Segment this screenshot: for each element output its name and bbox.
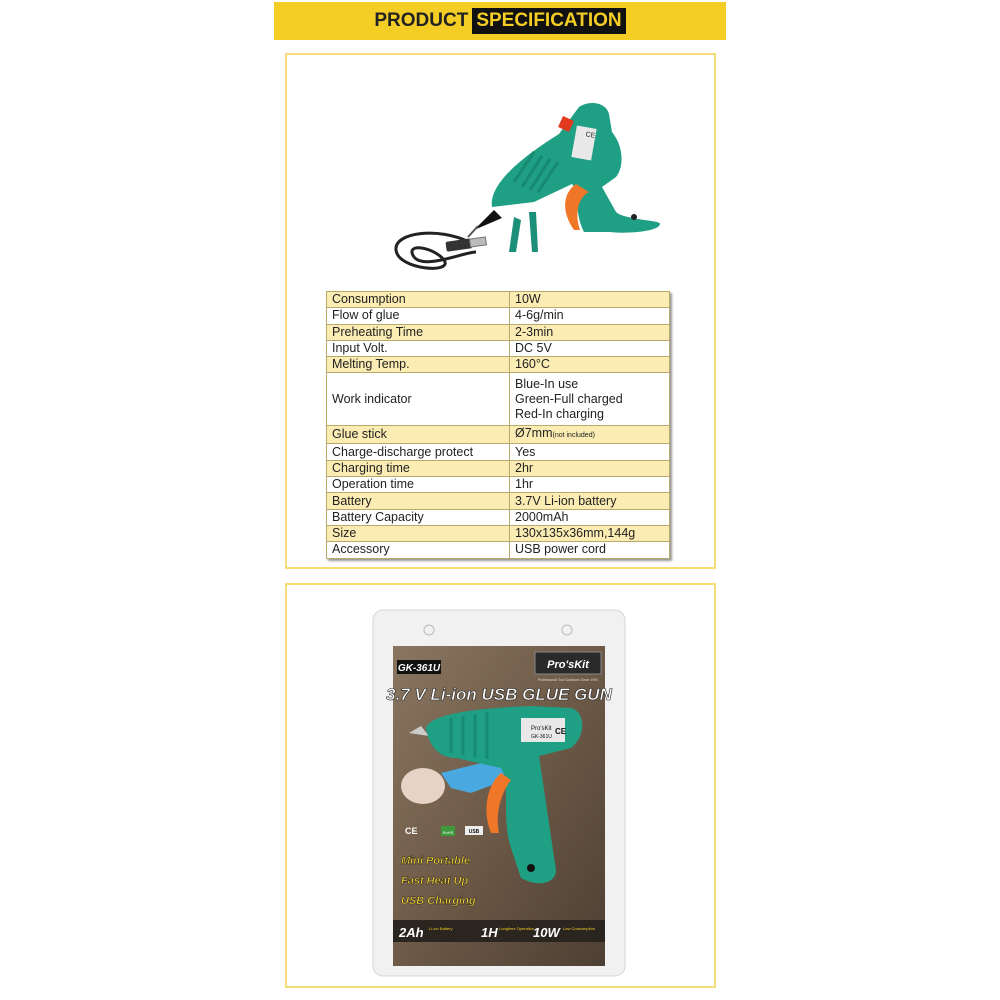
- spec-value: 2hr: [510, 460, 670, 476]
- spec-label: Battery: [327, 493, 510, 509]
- gun-ce-mark: CE: [555, 727, 567, 736]
- spec-value: 10W: [510, 292, 670, 308]
- spec-label: Charging time: [327, 460, 510, 476]
- feature-text: Fast Heat Up: [401, 875, 469, 887]
- table-row: [327, 426, 670, 444]
- spec-label: Charge-discharge protect: [327, 444, 510, 460]
- indicator-line: Green-Full charged: [515, 391, 623, 406]
- spec-value: 3.7V Li-ion battery: [510, 493, 670, 509]
- spec-label: Consumption: [327, 292, 510, 308]
- spec-value: 2000mAh: [510, 509, 670, 525]
- header-word-product: PRODUCT: [374, 10, 469, 31]
- spec-label: Battery Capacity: [327, 509, 510, 525]
- table-row: [327, 509, 670, 525]
- gun-label-brand: Pro'sKit: [531, 726, 552, 732]
- spec-label: Operation time: [327, 477, 510, 493]
- glue-size: Ø7mm: [515, 426, 553, 441]
- svg-text:CE: CE: [584, 131, 596, 140]
- spec-value: 130x135x36mm,144g: [510, 525, 670, 541]
- table-row: [327, 542, 670, 558]
- table-row: [327, 525, 670, 541]
- table-row: [327, 308, 670, 324]
- feature-text: USB Charging: [401, 895, 476, 907]
- package-tagline: Professional Tool Solutions Since 1991: [537, 678, 599, 682]
- header-word-specification: SPECIFICATION: [472, 8, 625, 34]
- spec-value: DC 5V: [510, 340, 670, 356]
- indicator-line: Blue-In use: [515, 376, 579, 391]
- table-row: [327, 357, 670, 373]
- spec-value: [510, 426, 670, 444]
- spec-label: Work indicator: [327, 373, 510, 426]
- spec-label: Size: [327, 525, 510, 541]
- spec-label: Preheating Time: [327, 324, 510, 340]
- package-model: GK-361U: [397, 663, 441, 674]
- package-brand: Pro'sKit: [547, 659, 589, 671]
- spec-value: Yes: [510, 444, 670, 460]
- battery-spec-small: Li-ion Battery: [429, 926, 453, 931]
- glue-gun-image: [384, 92, 674, 292]
- table-row: [327, 324, 670, 340]
- battery-spec-big: 2Ah: [399, 925, 424, 940]
- package-title: 3.7 V Li-ion USB GLUE GUN: [386, 685, 612, 704]
- table-row: [327, 340, 670, 356]
- spec-value: USB power cord: [510, 542, 670, 558]
- spec-label: Flow of glue: [327, 308, 510, 324]
- operation-spec-small: Longtime Operation: [499, 926, 535, 931]
- power-spec-small: Low Consumption: [563, 926, 596, 931]
- spec-label: Glue stick: [327, 426, 510, 444]
- spec-value: [510, 373, 670, 426]
- table-row: [327, 373, 670, 426]
- usb-icon: USB: [468, 829, 480, 835]
- spec-label: Input Volt.: [327, 340, 510, 356]
- feature-text: Mini Portable: [401, 855, 471, 867]
- indicator-line: Red-In charging: [515, 406, 604, 421]
- spec-label: Accessory: [327, 542, 510, 558]
- power-spec-big: 10W: [533, 925, 560, 940]
- spec-label: Melting Temp.: [327, 357, 510, 373]
- spec-value: 1hr: [510, 477, 670, 493]
- glue-note: (not included): [552, 432, 595, 440]
- table-row: [327, 292, 670, 308]
- table-row: [327, 460, 670, 476]
- table-row: [327, 477, 670, 493]
- spec-value: 160°C: [510, 357, 670, 373]
- ce-icon: CE: [405, 826, 418, 836]
- table-row: [327, 493, 670, 509]
- header-banner: [274, 2, 726, 40]
- operation-spec-big: 1H: [481, 925, 498, 940]
- spec-value: 4-6g/min: [510, 308, 670, 324]
- gun-label-model: GK-361U: [531, 734, 552, 740]
- package-image: [371, 608, 627, 978]
- spec-table: [326, 291, 670, 559]
- usb-cable-icon: [396, 233, 487, 268]
- spec-value: 2-3min: [510, 324, 670, 340]
- table-row: [327, 444, 670, 460]
- rohs-icon: RoHS: [442, 830, 454, 835]
